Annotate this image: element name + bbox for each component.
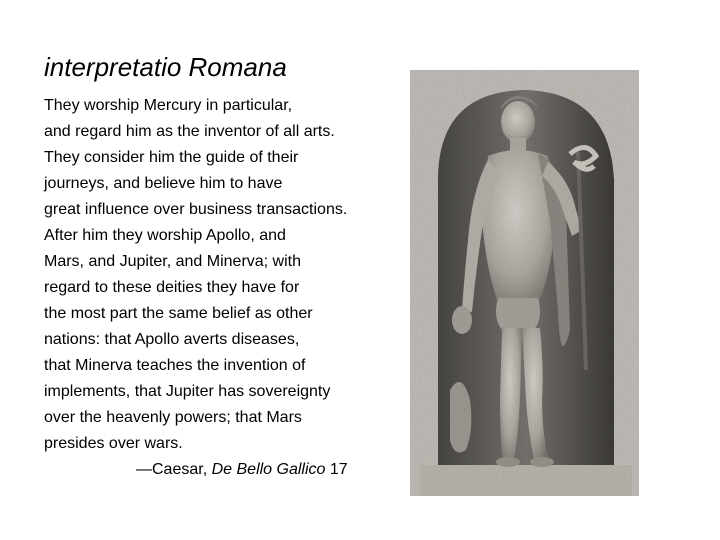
quote-line: Mars, and Jupiter, and Minerva; with: [44, 253, 302, 270]
quote-line: nations: that Apollo averts diseases,: [44, 331, 300, 348]
quote-attribution: [136, 457, 348, 483]
quote-line: the most part the same belief as other: [44, 305, 313, 322]
quote-line: They consider him the guide of their: [44, 149, 299, 166]
figure-head: [501, 101, 535, 143]
quote-line: over the heavenly powers; that Mars: [44, 409, 302, 426]
purse-icon: [452, 306, 472, 334]
quote-block: [44, 93, 404, 457]
quote-line: that Minerva teaches the invention of: [44, 357, 306, 374]
attribution-work-title: De Bello Gallico: [211, 461, 326, 478]
quote-line: After him they worship Apollo, and: [44, 227, 286, 244]
quote-line: journeys, and believe him to have: [44, 175, 283, 192]
mercury-relief-image: [410, 70, 639, 496]
quote-line: great influence over business transactions.: [44, 201, 348, 218]
quote-line: regard to these deities they have for: [44, 279, 300, 296]
mercury-relief-illustration: [410, 70, 639, 496]
attribution-author: —Caesar,: [136, 461, 212, 478]
quote-line: and regard him as the inventor of all arts.: [44, 123, 335, 140]
base-ledge: [420, 465, 632, 496]
quote-line: They worship Mercury in particular,: [44, 97, 293, 114]
slide-title: interpretatio Romana: [44, 52, 287, 82]
quote-line: presides over wars.: [44, 435, 183, 452]
quote-line: implements, that Jupiter has sovereignty: [44, 383, 331, 400]
attribution-chapter: 17: [325, 461, 348, 478]
